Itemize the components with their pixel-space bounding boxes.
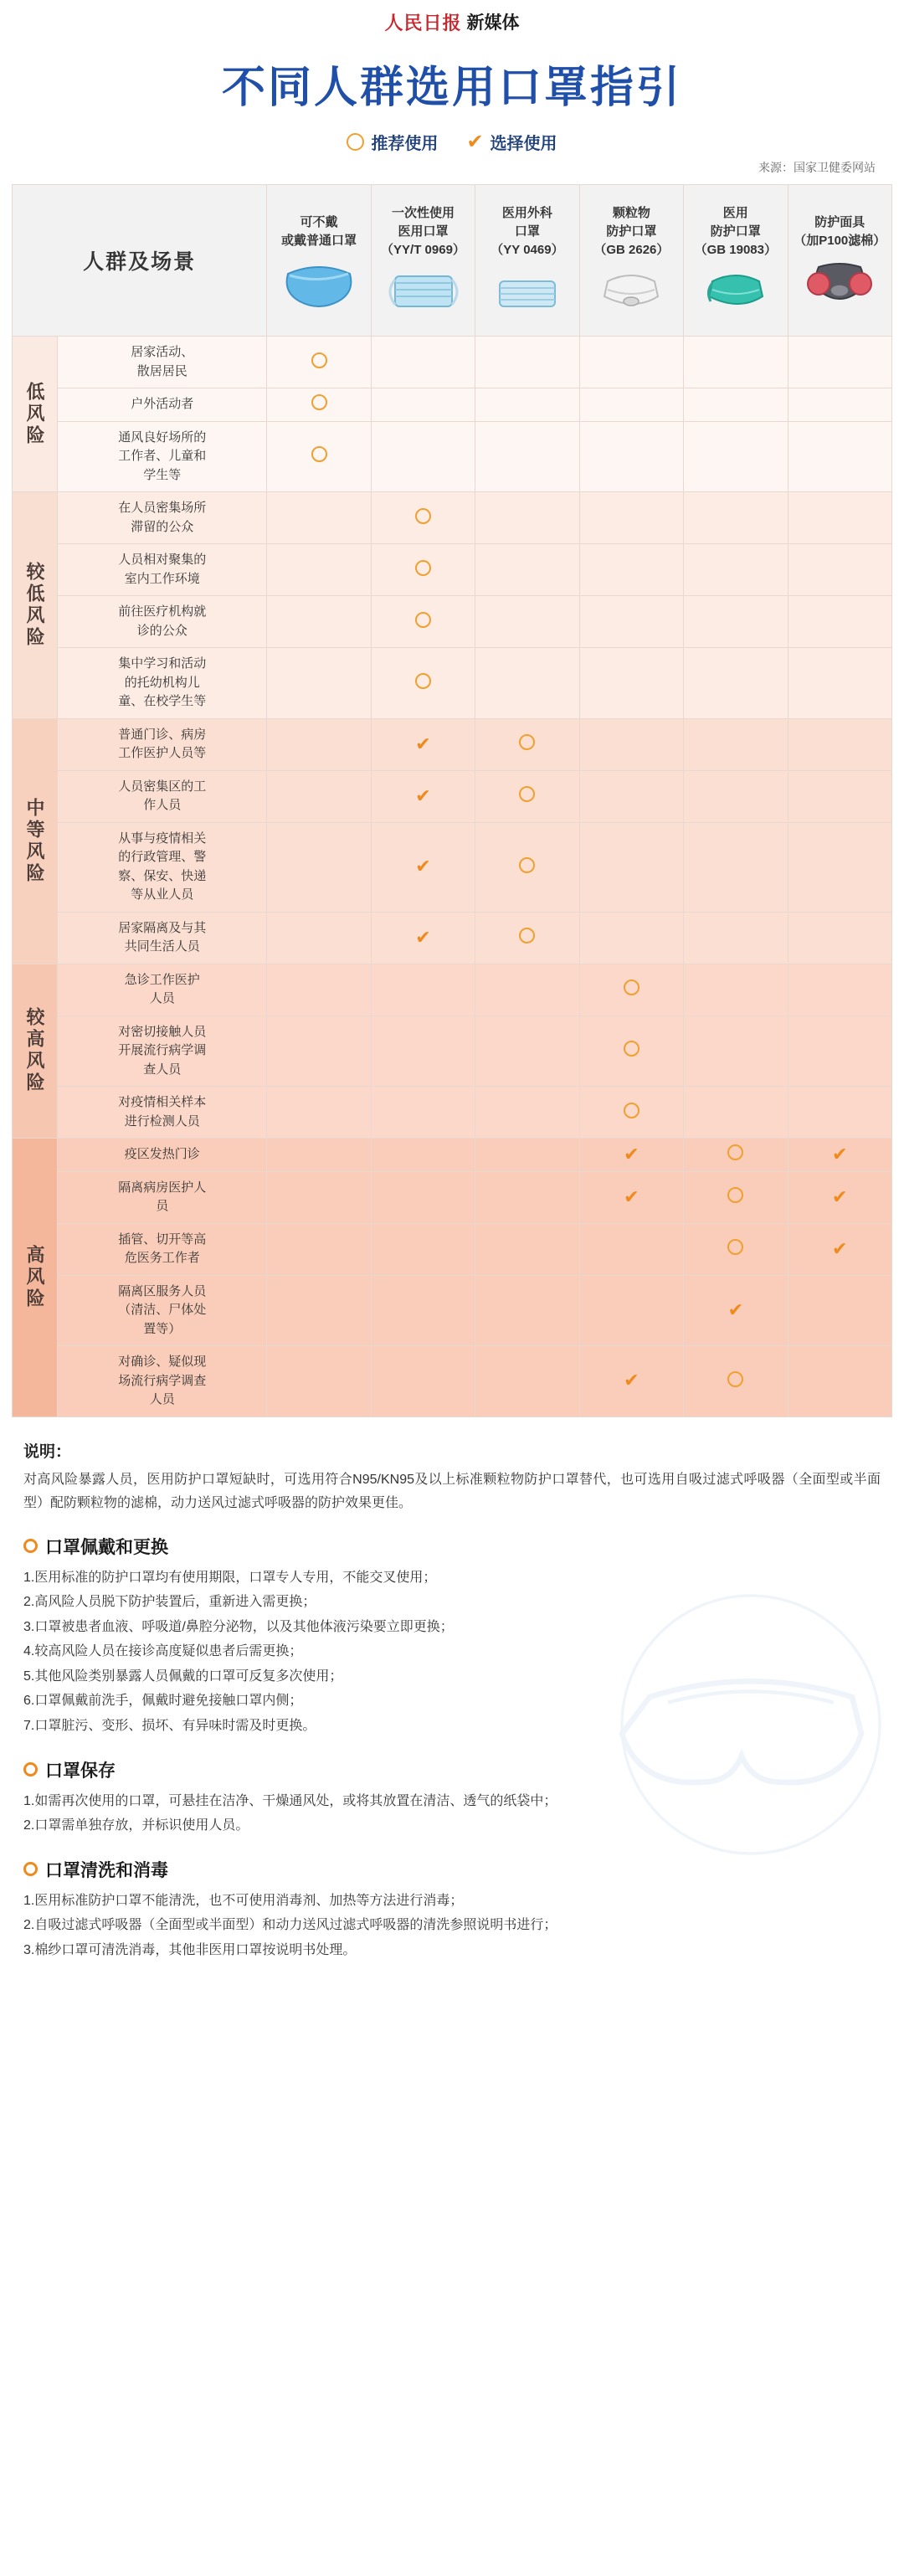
cloth-mask-icon xyxy=(270,254,367,307)
legend-label-recommended: 推荐使用 xyxy=(371,135,439,153)
notes-section-1 xyxy=(23,1757,881,1838)
guide-table-body xyxy=(13,185,892,1417)
source-text: 来源：国家卫健委网站 xyxy=(758,161,876,174)
scenario-cell: 对确诊、疑似现 场流行病学调查 人员 xyxy=(58,1346,267,1417)
mark-cell-1 xyxy=(371,718,475,770)
scenario-cell: 前往医疗机构就 诊的公众 xyxy=(58,596,267,648)
mark-cell-2 xyxy=(475,1346,579,1417)
notes-section-0 xyxy=(23,1534,881,1739)
check-icon: ✔ xyxy=(415,926,431,948)
scenario-cell: 隔离病房医护人 员 xyxy=(58,1171,267,1223)
mark-cell-5 xyxy=(788,822,891,912)
check-icon: ✔ xyxy=(624,1370,639,1391)
mark-cell-5 xyxy=(788,388,891,422)
n95-white-icon xyxy=(583,263,680,316)
list-item: 3.口罩被患者血液、呼吸道/鼻腔分泌物，以及其他体液污染要立即更换； xyxy=(23,1619,454,1634)
notes-list-2 xyxy=(23,1889,881,1963)
scenario-cell: 隔离区服务人员 （清洁、尸体处 置等） xyxy=(58,1275,267,1346)
circle-icon xyxy=(415,673,431,689)
mark-cell-2 xyxy=(475,718,579,770)
mark-cell-4 xyxy=(684,1139,788,1172)
circle-icon xyxy=(519,928,535,944)
mark-cell-5 xyxy=(788,596,891,648)
mark-cell-5 xyxy=(788,718,891,770)
circle-icon xyxy=(624,979,639,995)
table-row xyxy=(13,770,892,822)
mark-cell-2 xyxy=(475,1015,579,1087)
risk-level-label-3: 较高风险 xyxy=(13,964,58,1139)
mark-cell-0 xyxy=(267,1223,371,1275)
circle-icon xyxy=(415,612,431,628)
scenario-cell: 普通门诊、病房 工作医护人员等 xyxy=(58,718,267,770)
table-row xyxy=(13,1275,892,1346)
circle-icon xyxy=(624,1041,639,1057)
mark-cell-0 xyxy=(267,337,371,388)
scenario-cell: 居家隔离及与其 共同生活人员 xyxy=(58,912,267,964)
table-row xyxy=(13,544,892,596)
mark-cell-0 xyxy=(267,1087,371,1139)
check-icon: ✔ xyxy=(832,1143,848,1165)
bullet-dot-icon xyxy=(23,1539,38,1553)
scenario-cell: 人员密集区的工 作人员 xyxy=(58,770,267,822)
scenario-cell: 从事与疫情相关 的行政管理、警 察、保安、快递 等从业人员 xyxy=(58,822,267,912)
header-col-label-3: 颗粒物 防护口罩 （GB 2626） xyxy=(593,206,670,257)
scenario-cell: 通风良好场所的 工作者、儿童和 学生等 xyxy=(58,421,267,492)
check-icon: ✔ xyxy=(466,130,484,153)
brand-logo: 人民日报 xyxy=(384,12,462,33)
mark-cell-1 xyxy=(371,1087,475,1139)
table-row xyxy=(13,388,892,422)
table-row xyxy=(13,1171,892,1223)
mark-cell-4 xyxy=(684,388,788,422)
table-header-row xyxy=(13,185,892,337)
mark-cell-5 xyxy=(788,770,891,822)
mark-cell-2 xyxy=(475,544,579,596)
mark-cell-0 xyxy=(267,648,371,719)
mark-cell-0 xyxy=(267,770,371,822)
mark-cell-3 xyxy=(579,337,683,388)
mark-cell-4 xyxy=(684,596,788,648)
legend xyxy=(0,130,904,154)
mark-cell-2 xyxy=(475,770,579,822)
page-title: 不同人群选用口罩指引 xyxy=(221,64,682,112)
list-item: 2.口罩需单独存放，并标识使用人员。 xyxy=(23,1818,249,1833)
mark-cell-3 xyxy=(579,1087,683,1139)
header-col-label-2: 医用外科 口罩 （YY 0469） xyxy=(491,206,564,257)
notes-paragraph: 对高风险暴露人员，医用防护口罩短缺时，可选用符合N95/KN95及以上标准颗粒物防护口罩替代，也可选用自吸过滤式呼吸器（全面型或半面型）配防颗粒物的滤棉，动力送风过滤式呼吸器的防护效果更佳。 xyxy=(23,1472,881,1510)
notes-section-heading-text: 口罩清洗和消毒 xyxy=(45,1860,168,1880)
mark-cell-2 xyxy=(475,822,579,912)
list-item: 7.口罩脏污、变形、损坏、有异味时需及时更换。 xyxy=(23,1719,316,1734)
notes-section-heading-text: 口罩佩戴和更换 xyxy=(45,1537,168,1557)
table-row xyxy=(13,912,892,964)
table-row xyxy=(13,1223,892,1275)
mark-cell-3 xyxy=(579,648,683,719)
mark-cell-2 xyxy=(475,337,579,388)
check-icon: ✔ xyxy=(624,1143,639,1165)
circle-icon xyxy=(347,133,364,151)
mark-cell-4 xyxy=(684,1223,788,1275)
brand-bar xyxy=(0,0,904,44)
guide-table-wrapper xyxy=(0,184,904,1417)
mark-cell-3 xyxy=(579,1171,683,1223)
circle-icon xyxy=(415,560,431,576)
mark-cell-4 xyxy=(684,492,788,544)
header-col-4 xyxy=(684,185,788,337)
mark-cell-0 xyxy=(267,1015,371,1087)
circle-icon xyxy=(727,1144,743,1160)
mark-cell-1 xyxy=(371,648,475,719)
mark-cell-4 xyxy=(684,770,788,822)
list-item: 5.其他风险类别暴露人员佩戴的口罩可反复多次使用； xyxy=(23,1668,343,1684)
circle-icon xyxy=(311,352,327,368)
scenario-cell: 在人员密集场所 滞留的公众 xyxy=(58,492,267,544)
scenario-cell: 疫区发热门诊 xyxy=(58,1139,267,1172)
respirator-icon xyxy=(792,254,888,307)
mark-cell-1 xyxy=(371,1223,475,1275)
mark-cell-4 xyxy=(684,912,788,964)
notes-section-title-2 xyxy=(23,1857,881,1882)
list-item: 4.较高风险人员在接诊高度疑似患者后需更换； xyxy=(23,1644,303,1659)
mark-cell-4 xyxy=(684,648,788,719)
mark-cell-3 xyxy=(579,388,683,422)
legend-label-optional: 选择使用 xyxy=(490,135,557,153)
brand-subtitle: 新媒体 xyxy=(466,13,520,33)
mark-cell-0 xyxy=(267,1139,371,1172)
notes-list-0 xyxy=(23,1566,881,1739)
notes-list-1 xyxy=(23,1789,881,1838)
circle-icon xyxy=(415,508,431,524)
mark-cell-4 xyxy=(684,421,788,492)
scenario-cell: 对疫情相关样本 进行检测人员 xyxy=(58,1087,267,1139)
mark-cell-4 xyxy=(684,1275,788,1346)
mark-cell-0 xyxy=(267,544,371,596)
table-row xyxy=(13,1346,892,1417)
surgical-mask-flat-icon xyxy=(479,263,575,316)
mark-cell-5 xyxy=(788,337,891,388)
mark-cell-3 xyxy=(579,912,683,964)
check-icon: ✔ xyxy=(727,1298,744,1320)
mark-cell-2 xyxy=(475,648,579,719)
legend-item-optional xyxy=(466,130,557,154)
circle-icon xyxy=(311,446,327,462)
notes-section xyxy=(0,1417,904,1972)
mark-cell-1 xyxy=(371,388,475,422)
risk-level-label-1: 较低风险 xyxy=(13,492,58,719)
header-col-label-0: 可不戴 或戴普通口罩 xyxy=(281,215,357,248)
circle-icon xyxy=(311,394,327,410)
header-col-1 xyxy=(371,185,475,337)
mark-cell-1 xyxy=(371,1139,475,1172)
list-item: 1.医用标准防护口罩不能清洗，也不可使用消毒剂、加热等方法进行消毒； xyxy=(23,1893,464,1908)
mark-cell-3 xyxy=(579,1346,683,1417)
check-icon: ✔ xyxy=(415,784,431,806)
mark-cell-2 xyxy=(475,1275,579,1346)
circle-icon xyxy=(519,734,535,750)
header-people-scenario: 人群及场景 xyxy=(13,185,267,337)
mark-cell-0 xyxy=(267,718,371,770)
mark-cell-4 xyxy=(684,1346,788,1417)
guide-table xyxy=(12,184,892,1417)
mark-cell-2 xyxy=(475,1171,579,1223)
mark-cell-3 xyxy=(579,421,683,492)
list-item: 2.自吸过滤式呼吸器（全面型或半面型）和动力送风过滤式呼吸器的清洗参照说明书进行； xyxy=(23,1918,557,1933)
mark-cell-0 xyxy=(267,1171,371,1223)
risk-level-label-4: 高风险 xyxy=(13,1139,58,1417)
bullet-dot-icon xyxy=(23,1862,38,1876)
mark-cell-5 xyxy=(788,648,891,719)
table-row xyxy=(13,492,892,544)
mark-cell-5 xyxy=(788,1171,891,1223)
mark-cell-5 xyxy=(788,1015,891,1087)
circle-icon xyxy=(519,857,535,873)
mark-cell-3 xyxy=(579,822,683,912)
circle-icon xyxy=(727,1239,743,1255)
mark-cell-3 xyxy=(579,492,683,544)
check-icon: ✔ xyxy=(832,1237,848,1259)
table-row xyxy=(13,596,892,648)
mark-cell-1 xyxy=(371,337,475,388)
mark-cell-4 xyxy=(684,1171,788,1223)
mark-cell-3 xyxy=(579,544,683,596)
list-item: 1.如需再次使用的口罩，可悬挂在洁净、干燥通风处，或将其放置在清洁、透气的纸袋中； xyxy=(23,1793,557,1808)
mark-cell-3 xyxy=(579,1139,683,1172)
table-row xyxy=(13,718,892,770)
mark-cell-3 xyxy=(579,1275,683,1346)
legend-item-recommended xyxy=(347,130,438,154)
mark-cell-5 xyxy=(788,964,891,1015)
mark-cell-2 xyxy=(475,964,579,1015)
mark-cell-3 xyxy=(579,1015,683,1087)
mark-cell-1 xyxy=(371,1015,475,1087)
scenario-cell: 人员相对聚集的 室内工作环境 xyxy=(58,544,267,596)
mark-cell-5 xyxy=(788,492,891,544)
mark-cell-2 xyxy=(475,388,579,422)
mark-cell-1 xyxy=(371,964,475,1015)
notes-subsections xyxy=(23,1534,881,1963)
mark-cell-2 xyxy=(475,1139,579,1172)
list-item: 2.高风险人员脱下防护装置后，重新进入需更换； xyxy=(23,1595,316,1610)
table-row xyxy=(13,964,892,1015)
mark-cell-2 xyxy=(475,421,579,492)
mark-cell-4 xyxy=(684,337,788,388)
mark-cell-0 xyxy=(267,1346,371,1417)
scenario-cell: 居家活动、 散居居民 xyxy=(58,337,267,388)
scenario-cell: 插管、切开等高 危医务工作者 xyxy=(58,1223,267,1275)
circle-icon xyxy=(519,786,535,802)
check-icon: ✔ xyxy=(415,856,431,877)
mark-cell-2 xyxy=(475,912,579,964)
risk-level-label-2: 中等风险 xyxy=(13,718,58,964)
mark-cell-5 xyxy=(788,1275,891,1346)
mark-cell-0 xyxy=(267,388,371,422)
mark-cell-1 xyxy=(371,822,475,912)
mark-cell-5 xyxy=(788,421,891,492)
n95-green-icon xyxy=(687,263,783,316)
mark-cell-1 xyxy=(371,544,475,596)
scenario-cell: 对密切接触人员 开展流行病学调 查人员 xyxy=(58,1015,267,1087)
mark-cell-2 xyxy=(475,1223,579,1275)
risk-level-label-0: 低风险 xyxy=(13,337,58,492)
mark-cell-3 xyxy=(579,964,683,1015)
mark-cell-2 xyxy=(475,1087,579,1139)
mark-cell-5 xyxy=(788,1087,891,1139)
header-col-label-4: 医用 防护口罩 （GB 19083） xyxy=(694,206,777,257)
notes-section-heading-text: 口罩保存 xyxy=(45,1761,116,1781)
mark-cell-5 xyxy=(788,1139,891,1172)
mark-cell-4 xyxy=(684,718,788,770)
mark-cell-5 xyxy=(788,544,891,596)
mark-cell-5 xyxy=(788,912,891,964)
check-icon: ✔ xyxy=(832,1185,848,1207)
table-row xyxy=(13,822,892,912)
scenario-cell: 急诊工作医护 人员 xyxy=(58,964,267,1015)
notes-section-title-0 xyxy=(23,1534,881,1559)
mark-cell-1 xyxy=(371,492,475,544)
mark-cell-0 xyxy=(267,912,371,964)
header-col-0 xyxy=(267,185,371,337)
mark-cell-5 xyxy=(788,1223,891,1275)
mark-cell-0 xyxy=(267,421,371,492)
scenario-cell: 集中学习和活动 的托幼机构儿 童、在校学生等 xyxy=(58,648,267,719)
mark-cell-2 xyxy=(475,492,579,544)
header-col-label-5: 防护面具 （加P100滤棉） xyxy=(794,215,886,248)
mark-cell-1 xyxy=(371,1275,475,1346)
scenario-cell: 户外活动者 xyxy=(58,388,267,422)
table-row xyxy=(13,1087,892,1139)
notes-section-title-1 xyxy=(23,1757,881,1782)
list-item: 3.棉纱口罩可清洗消毒，其他非医用口罩按说明书处理。 xyxy=(23,1943,357,1958)
mark-cell-4 xyxy=(684,1087,788,1139)
notes-section-2 xyxy=(23,1857,881,1963)
header-col-5 xyxy=(788,185,891,337)
circle-icon xyxy=(727,1371,743,1387)
table-row xyxy=(13,1139,892,1172)
mark-cell-0 xyxy=(267,822,371,912)
mark-cell-1 xyxy=(371,770,475,822)
mark-cell-1 xyxy=(371,1171,475,1223)
table-row xyxy=(13,1015,892,1087)
circle-icon xyxy=(727,1187,743,1203)
table-row xyxy=(13,337,892,388)
header-col-3 xyxy=(579,185,683,337)
mark-cell-1 xyxy=(371,912,475,964)
header-col-2 xyxy=(475,185,579,337)
notes-title: 说明： xyxy=(23,1442,72,1461)
list-item: 1.医用标准的防护口罩均有使用期限，口罩专人专用，不能交叉使用； xyxy=(23,1570,437,1585)
mark-cell-4 xyxy=(684,1015,788,1087)
mark-cell-1 xyxy=(371,421,475,492)
header-col-label-1: 一次性使用 医用口罩 （YY/T 0969） xyxy=(381,206,465,257)
mark-cell-2 xyxy=(475,596,579,648)
mark-cell-0 xyxy=(267,964,371,1015)
mark-cell-5 xyxy=(788,1346,891,1417)
mark-cell-1 xyxy=(371,596,475,648)
mark-cell-4 xyxy=(684,964,788,1015)
check-icon: ✔ xyxy=(624,1185,639,1207)
table-row xyxy=(13,421,892,492)
mark-cell-3 xyxy=(579,596,683,648)
mark-cell-3 xyxy=(579,770,683,822)
mark-cell-0 xyxy=(267,1275,371,1346)
mark-cell-4 xyxy=(684,544,788,596)
check-icon: ✔ xyxy=(415,733,431,754)
mark-cell-1 xyxy=(371,1346,475,1417)
mark-cell-0 xyxy=(267,492,371,544)
mark-cell-3 xyxy=(579,718,683,770)
mark-cell-0 xyxy=(267,596,371,648)
mark-cell-4 xyxy=(684,822,788,912)
list-item: 6.口罩佩戴前洗手，佩戴时避免接触口罩内侧； xyxy=(23,1694,303,1709)
bullet-dot-icon xyxy=(23,1762,38,1776)
circle-icon xyxy=(624,1103,639,1118)
table-row xyxy=(13,648,892,719)
surgical-mask-blue-icon xyxy=(375,263,471,316)
mark-cell-3 xyxy=(579,1223,683,1275)
